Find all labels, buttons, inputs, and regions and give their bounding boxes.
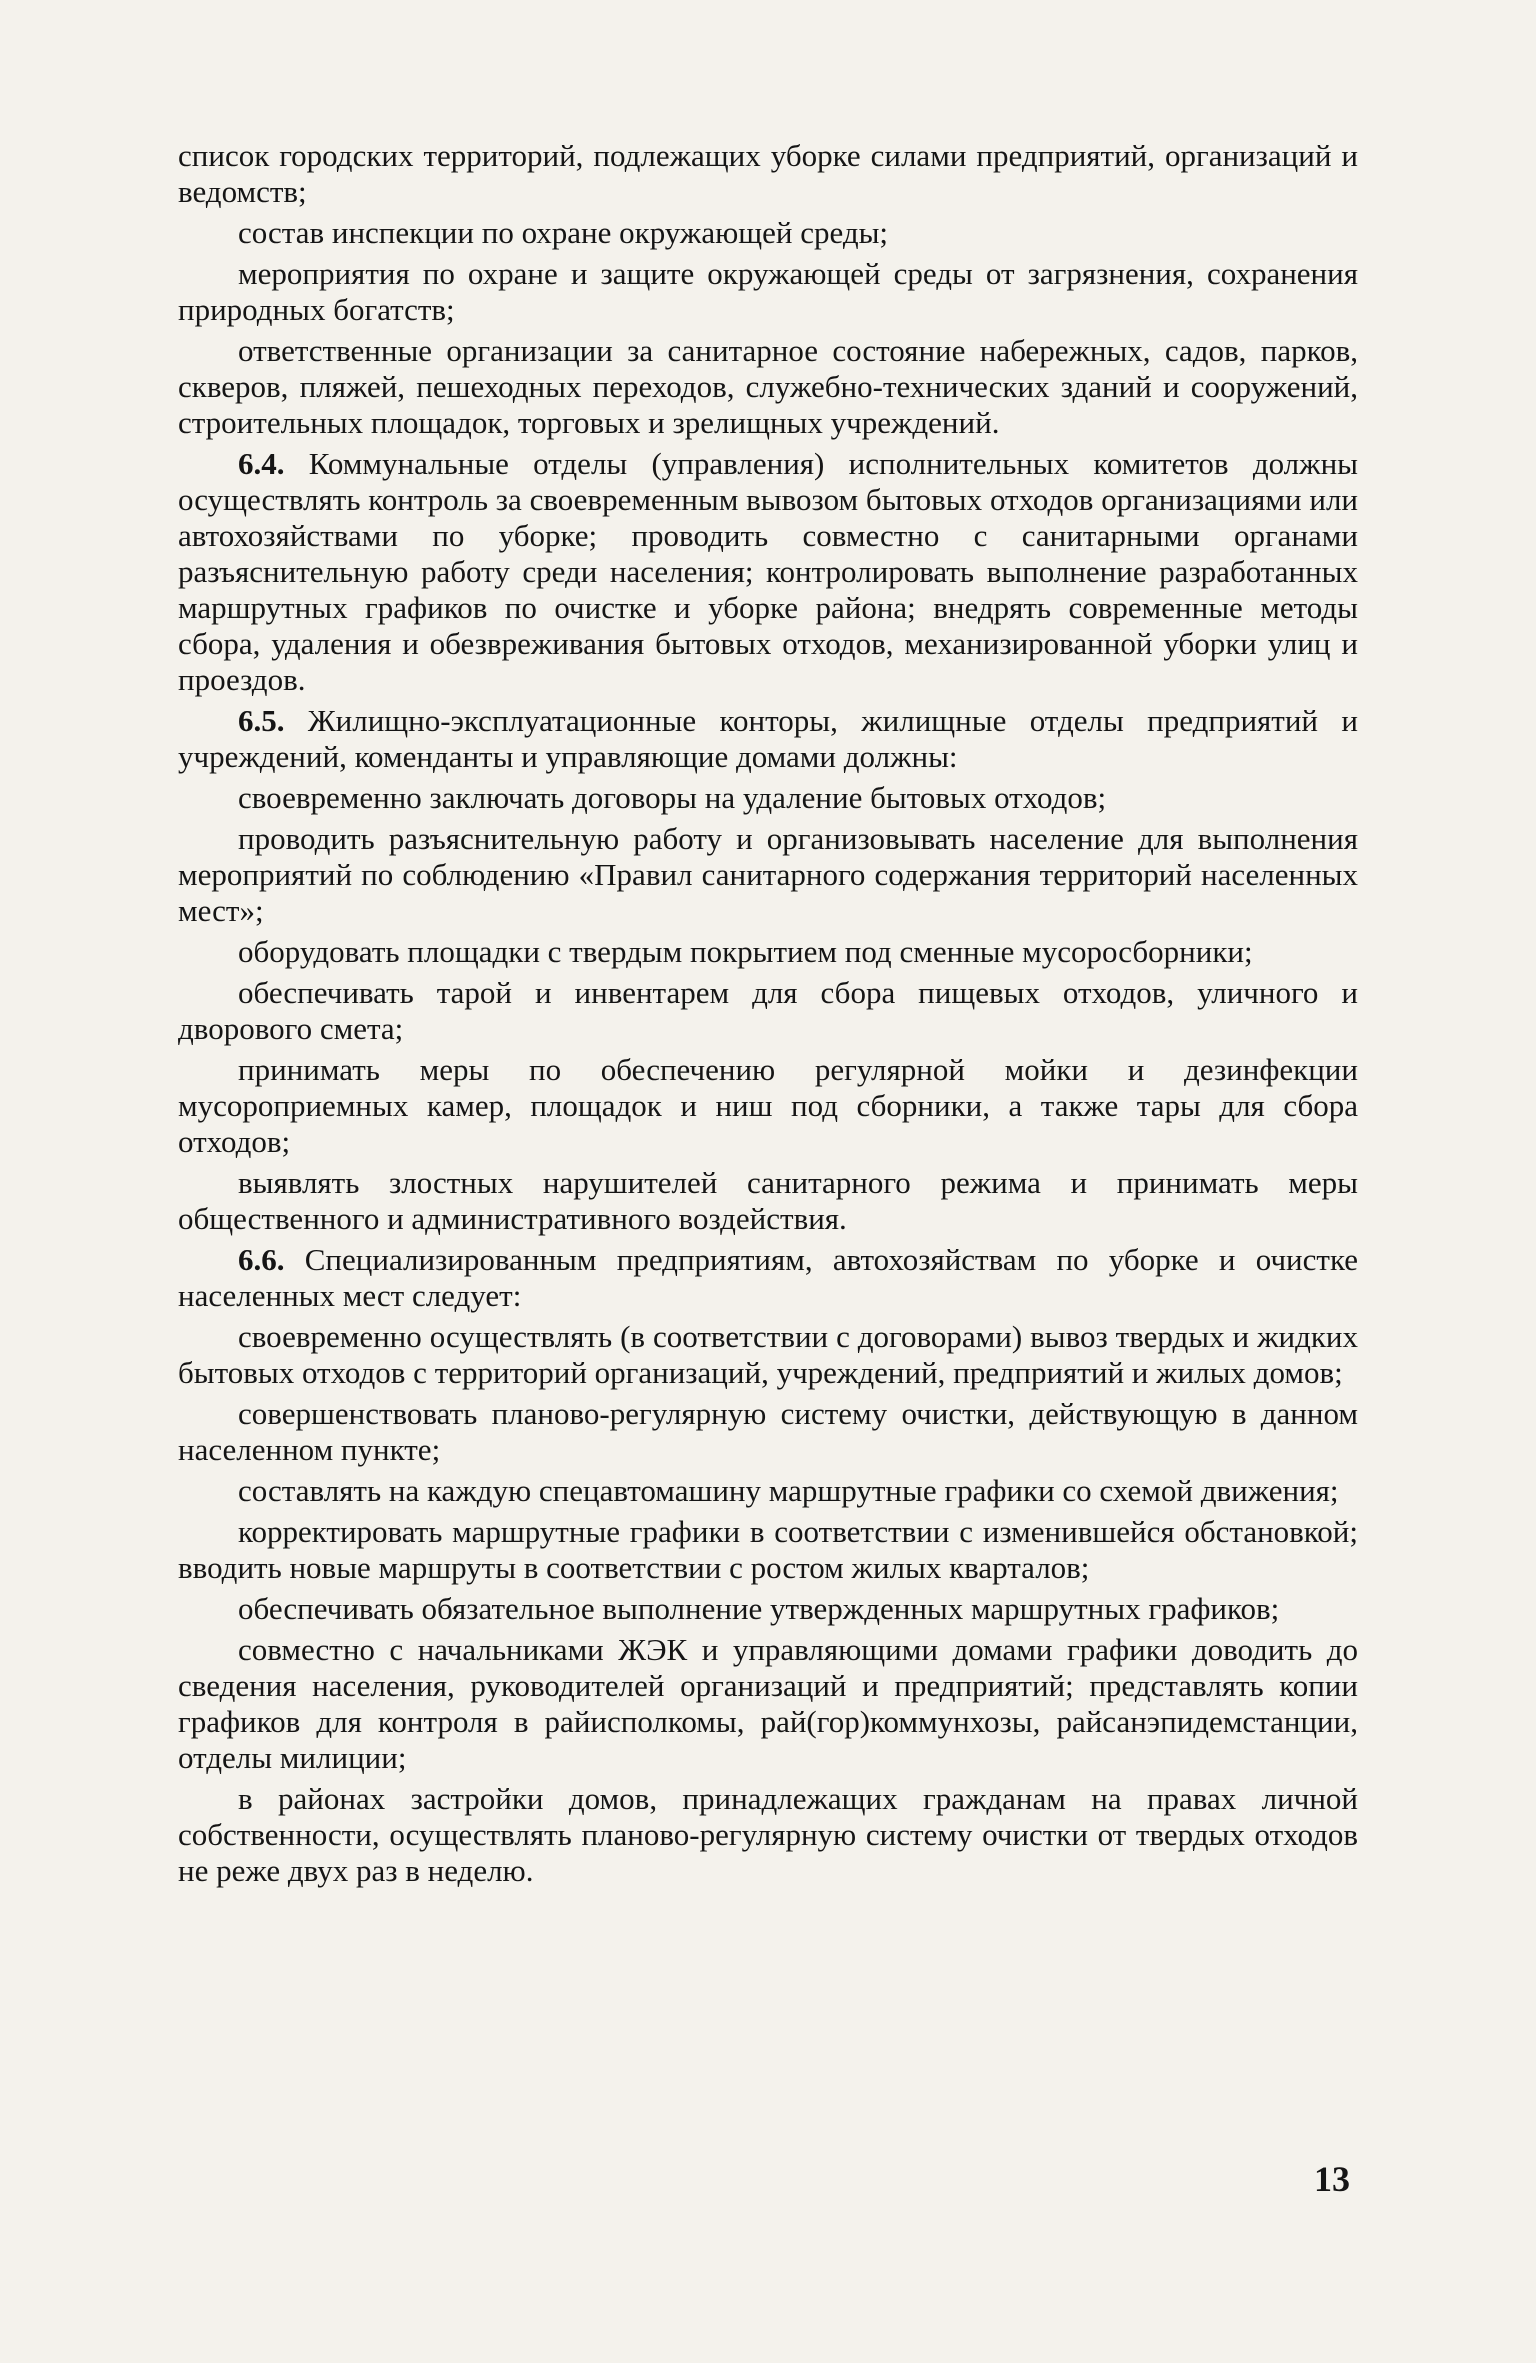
paragraph bbox=[178, 1591, 1358, 1627]
paragraph-text: ответственные организации за санитарное состояние набережных, садов, парков, скверов, пляжей, пешеходных переходов, служебно-технических зданий и сооружений, строительных площадок, торговых и зрелищных учреждений. bbox=[178, 333, 1358, 440]
paragraph-text: мероприятия по охране и защите окружающей среды от загрязнения, сохранения природных богатств; bbox=[178, 256, 1358, 327]
paragraph bbox=[178, 975, 1358, 1047]
section-6-6 bbox=[178, 1242, 1358, 1314]
paragraph-text: своевременно осуществлять (в соответствии с договорами) вывоз твердых и жидких бытовых отходов с территорий организаций, учреждений, предприятий и жилых домов; bbox=[178, 1319, 1358, 1390]
paragraph bbox=[178, 1781, 1358, 1889]
paragraph bbox=[178, 934, 1358, 970]
paragraph-text: Специализированным предприятиям, автохозяйствам по уборке и очистке населенных мест следует: bbox=[178, 1242, 1358, 1313]
paragraph bbox=[178, 1514, 1358, 1586]
paragraph-text: обеспечивать обязательное выполнение утвержденных маршрутных графиков; bbox=[238, 1591, 1280, 1626]
section-number: 6.5. bbox=[238, 703, 285, 738]
section-6-4 bbox=[178, 446, 1358, 698]
paragraph bbox=[178, 1052, 1358, 1160]
paragraph bbox=[178, 215, 1358, 251]
paragraph bbox=[178, 1319, 1358, 1391]
paragraph bbox=[178, 780, 1358, 816]
paragraph bbox=[178, 138, 1358, 210]
paragraph-text: совместно с начальниками ЖЭК и управляющими домами графики доводить до сведения населения, руководителей организаций и предприятий; представлять копии графиков для контроля в райисполкомы, рай(гор)коммунхозы, райсанэпидемстанции, отделы милиции; bbox=[178, 1632, 1358, 1775]
section-number: 6.6. bbox=[238, 1242, 285, 1277]
paragraph-text: своевременно заключать договоры на удаление бытовых отходов; bbox=[238, 780, 1107, 815]
paragraph-text: обеспечивать тарой и инвентарем для сбора пищевых отходов, уличного и дворового смета; bbox=[178, 975, 1358, 1046]
document-body bbox=[178, 138, 1358, 1894]
paragraph-text: список городских территорий, подлежащих уборке силами предприятий, организаций и ведомств; bbox=[178, 138, 1358, 209]
paragraph-text: Жилищно-эксплуатационные конторы, жилищные отделы предприятий и учреждений, коменданты и управляющие домами должны: bbox=[178, 703, 1358, 774]
paragraph bbox=[178, 1473, 1358, 1509]
paragraph-text: в районах застройки домов, принадлежащих гражданам на правах личной собственности, осуществлять планово-регулярную систему очистки от твердых отходов не реже двух раз в неделю. bbox=[178, 1781, 1358, 1888]
section-6-5 bbox=[178, 703, 1358, 775]
paragraph bbox=[178, 821, 1358, 929]
paragraph bbox=[178, 256, 1358, 328]
page-number: 13 bbox=[1314, 2159, 1350, 2199]
paragraph bbox=[178, 1396, 1358, 1468]
paragraph bbox=[178, 1165, 1358, 1237]
paragraph-text: проводить разъяснительную работу и организовывать население для выполнения мероприятий по соблюдению «Правил санитарного содержания территорий населенных мест»; bbox=[178, 821, 1358, 928]
paragraph-text: корректировать маршрутные графики в соответствии с изменившейся обстановкой; вводить новые маршруты в соответствии с ростом жилых кварталов; bbox=[178, 1514, 1358, 1585]
paragraph-text: оборудовать площадки с твердым покрытием под сменные мусоросборники; bbox=[238, 934, 1253, 969]
paragraph-text: состав инспекции по охране окружающей среды; bbox=[238, 215, 889, 250]
paragraph-text: Коммунальные отделы (управления) исполнительных комитетов должны осуществлять контроль за своевременным вывозом бытовых отходов организациями или автохозяйствами по уборке; проводить совместно с санитарными органами разъяснительную работу среди населения; контролировать выполнение разработанных маршрутных графиков по очистке и уборке района; внедрять современные методы сбора, удаления и обезвреживания бытовых отходов, механизированной уборки улиц и проездов. bbox=[178, 446, 1358, 697]
paragraph bbox=[178, 333, 1358, 441]
paragraph-text: выявлять злостных нарушителей санитарного режима и принимать меры общественного и административного воздействия. bbox=[178, 1165, 1358, 1236]
paragraph-text: принимать меры по обеспечению регулярной мойки и дезинфекции мусороприемных камер, площадок и ниш под сборники, а также тары для сбора отходов; bbox=[178, 1052, 1358, 1159]
section-number: 6.4. bbox=[238, 446, 285, 481]
paragraph bbox=[178, 1632, 1358, 1776]
paragraph-text: совершенствовать планово-регулярную систему очистки, действующую в данном населенном пункте; bbox=[178, 1396, 1358, 1467]
paragraph-text: составлять на каждую спецавтомашину маршрутные графики со схемой движения; bbox=[238, 1473, 1339, 1508]
